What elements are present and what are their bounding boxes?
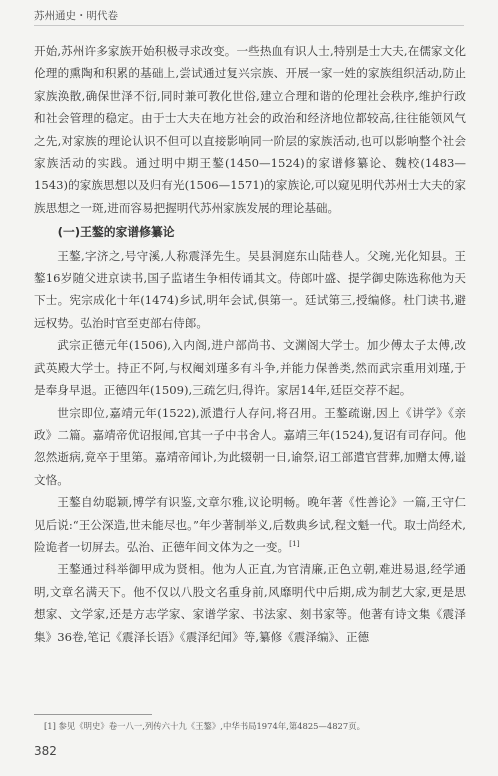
paragraph-intro: 开始,苏州许多家族开始积极寻求改变。一些热血有识人士,特别是士大夫,在儒家文化伦理的熏陶和积累的基础上,尝试通过复兴宗族、开展一家一姓的家族组织活动,防止家族涣散,确保世泽不衍,同时兼可教化世俗,建立合理和谐的伦理社会秩序,维护行政和社会管理的稳定。由于士大夫在地方社会的政治和经济地位都较高,往往能领风气之先,对家族的理论认识不但可以直接影响同一阶层的家族活动,也可以影响整个社会家族活动的实践。通过明中期王鏊(1450—1524)的家谱修纂论、魏校(1483—1543)的家族思想以及归有光(1506—1571)的家族论,可以窥见明代苏州士大夫的家族思想之一斑,进而容易把握明代苏州家族发展的理论基础。 bbox=[34, 44, 466, 215]
running-header-title: 苏州通史・明代卷 bbox=[34, 10, 118, 22]
paragraph-scholarship-text: 王鏊自幼聪颖,博学有识鉴,文章尔雅,议论明畅。晚年著《性善论》一篇,王守仁见后说:“王公深造,世未能尽也。”年少著制举义,后数典乡试,程文魁一代。取士尚经术,险诡者一切屏去。弘治、正德年间文体为之一变。 bbox=[34, 495, 466, 554]
paragraph-biography: 王鏊,字济之,号守溪,人称震泽先生。吴县洞庭东山陆巷人。父琬,光化知县。王鏊16岁随父进京读书,国子监诸生争相传诵其文。侍郎叶盛、提学御史陈选称他为天下士。宪宗成化十年(1474)乡试,明年会试,俱第一。廷试第三,授编修。杜门读书,避远权势。弘治时官至吏部右侍郎。 bbox=[34, 248, 466, 330]
footnote-rule bbox=[34, 714, 152, 715]
footnote-marker[interactable]: [1] bbox=[289, 539, 300, 549]
paragraph-scholarship bbox=[34, 491, 466, 558]
page-number: 382 bbox=[34, 744, 57, 758]
footnote: [1] 参见《明史》卷一八一,列传六十九《王鏊》,中华书局1974年,第4825—4827页。 bbox=[44, 721, 365, 731]
body-text bbox=[34, 40, 466, 648]
section-heading: (一)王鏊的家谱修纂论 bbox=[57, 225, 175, 240]
paragraph-legacy: 王鏊通过科举御甲成为贤相。他为人正直,为官清廉,正色立朝,难进易退,经学通明,文章名满天下。他不仅以八股文名重身前,风靡明代中后期,成为制艺大家,更是思想家、文学家,还是方志学家、家谱学家、书法家、刻书家等。他著有诗文集《震泽集》36卷,笔记《震泽长语》《震泽纪闻》等,纂修《震泽编》、正德 bbox=[34, 562, 466, 644]
header-rule bbox=[34, 25, 464, 26]
paragraph-jiajing: 世宗即位,嘉靖元年(1522),派遣行人存问,将召用。王鏊疏谢,因上《讲学》《亲政》二篇。嘉靖帝优诏报闻,官其一子中书舍人。嘉靖三年(1524),复诏有司存问。他忽然逝病,竟卒于里第。嘉靖帝闻讣,为此辍朝一日,谕祭,诏工部遣官营葬,加赠太傅,谥文恪。 bbox=[34, 405, 466, 487]
paragraph-zhengde: 武宗正德元年(1506),入内阁,进户部尚书、文渊阁大学士。加少傅太子太傅,改武英殿大学士。持正不阿,与权阉刘瑾多有斗争,并能力保善类,然而武宗重用刘瑾,于是奉身早退。正德四年(1509),三疏乞归,得许。家居14年,廷臣交荐不起。 bbox=[34, 338, 466, 398]
